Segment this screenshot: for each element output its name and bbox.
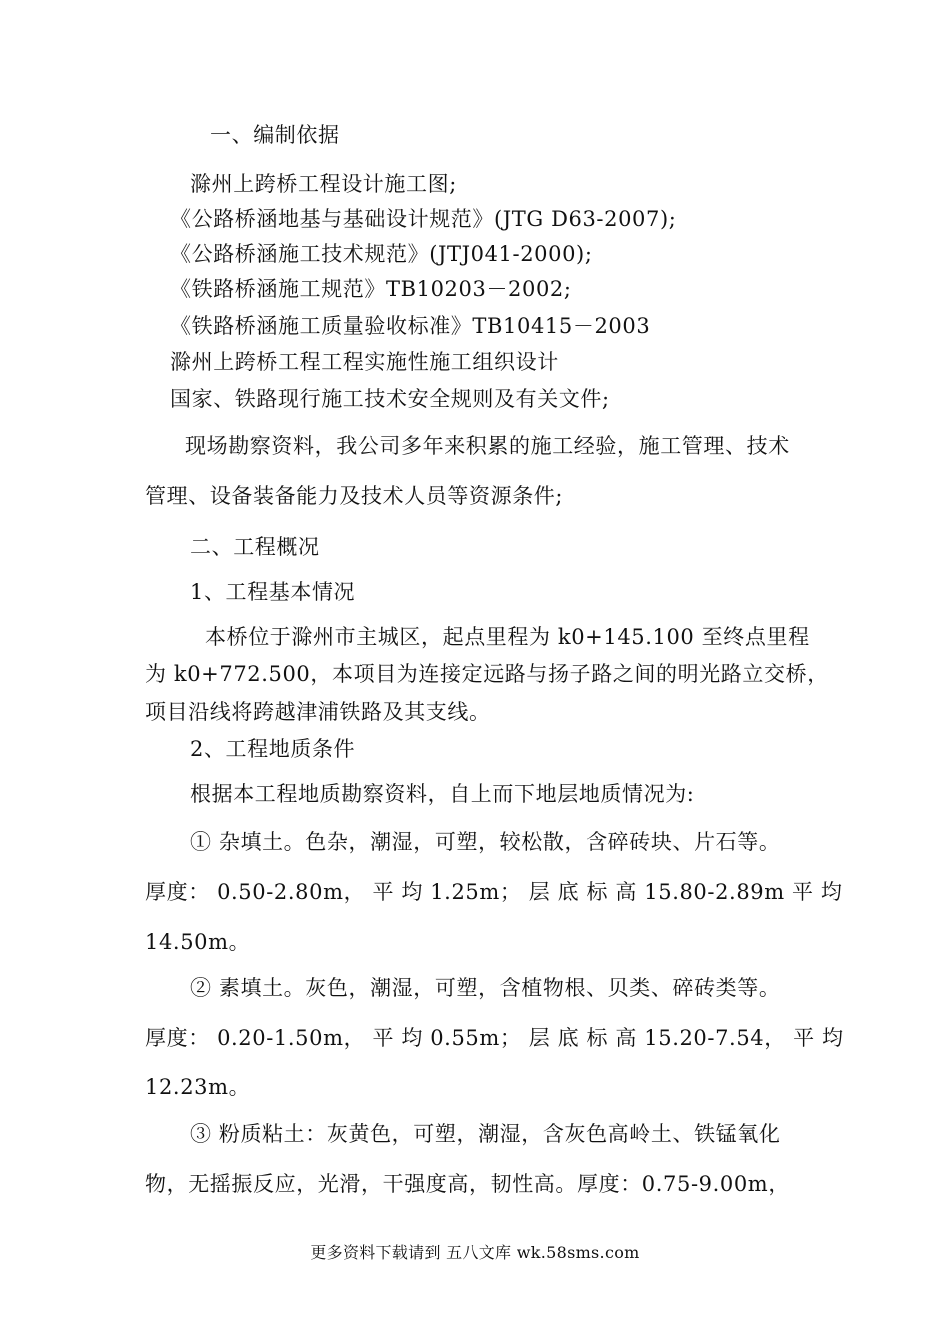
layer2-line: ② 素填土。灰色，潮湿，可塑，含植物根、贝类、碎砖类等。 (190, 976, 781, 1000)
layer2-line: 12.23m。 (145, 1075, 251, 1099)
basis-item: 国家、铁路现行施工技术安全规则及有关文件; (170, 387, 610, 411)
resource-paragraph-line: 管理、设备装备能力及技术人员等资源条件; (145, 484, 564, 508)
layer3-line: 物，无摇振反应，光滑，干强度高，韧性高。厚度：0.75-9.00m， (145, 1172, 790, 1196)
overview-line: 本桥位于滁州市主城区，起点里程为 k0+145.100 至终点里程 (205, 625, 810, 649)
overview-line: 项目沿线将跨越津浦铁路及其支线。 (145, 700, 491, 724)
basis-item: 《公路桥涵地基与基础设计规范》(JTG D63-2007); (170, 207, 677, 231)
section1-heading: 一、编制依据 (210, 123, 340, 147)
layer1-line: ① 杂填土。色杂，潮湿，可塑，较松散，含碎砖块、片石等。 (190, 830, 781, 854)
footer-download-note: 更多资料下载请到 五八文库 wk.58sms.com (310, 1243, 640, 1262)
basis-item: 《公路桥涵施工技术规范》(JTJ041-2000); (170, 242, 593, 266)
layer3-line: ③ 粉质粘土：灰黄色，可塑，潮湿，含灰色高岭土、铁锰氧化 (190, 1122, 781, 1146)
subsection2-heading: 2、工程地质条件 (190, 737, 356, 761)
basis-item: 滁州上跨桥工程设计施工图; (190, 172, 457, 196)
layer2-line: 厚度： 0.20-1.50m， 平 均 0.55m； 层 底 标 高 15.20-7.54， 平 均 (145, 1026, 844, 1050)
basis-item: 《铁路桥涵施工规范》TB10203－2002; (170, 277, 572, 301)
overview-line: 为 k0+772.500，本项目为连接定远路与扬子路之间的明光路立交桥， (145, 662, 829, 686)
section2-heading: 二、工程概况 (190, 535, 320, 559)
geology-intro: 根据本工程地质勘察资料，自上而下地层地质情况为: (190, 782, 695, 806)
subsection1-heading: 1、工程基本情况 (190, 580, 356, 604)
layer1-line: 厚度： 0.50-2.80m， 平 均 1.25m； 层 底 标 高 15.80-2.89m 平 均 (145, 880, 843, 904)
resource-paragraph-line: 现场勘察资料，我公司多年来积累的施工经验，施工管理、技术 (185, 434, 790, 458)
basis-item: 《铁路桥涵施工质量验收标准》TB10415－2003 (170, 314, 651, 338)
layer1-line: 14.50m。 (145, 930, 251, 954)
basis-item: 滁州上跨桥工程工程实施性施工组织设计 (170, 350, 559, 374)
